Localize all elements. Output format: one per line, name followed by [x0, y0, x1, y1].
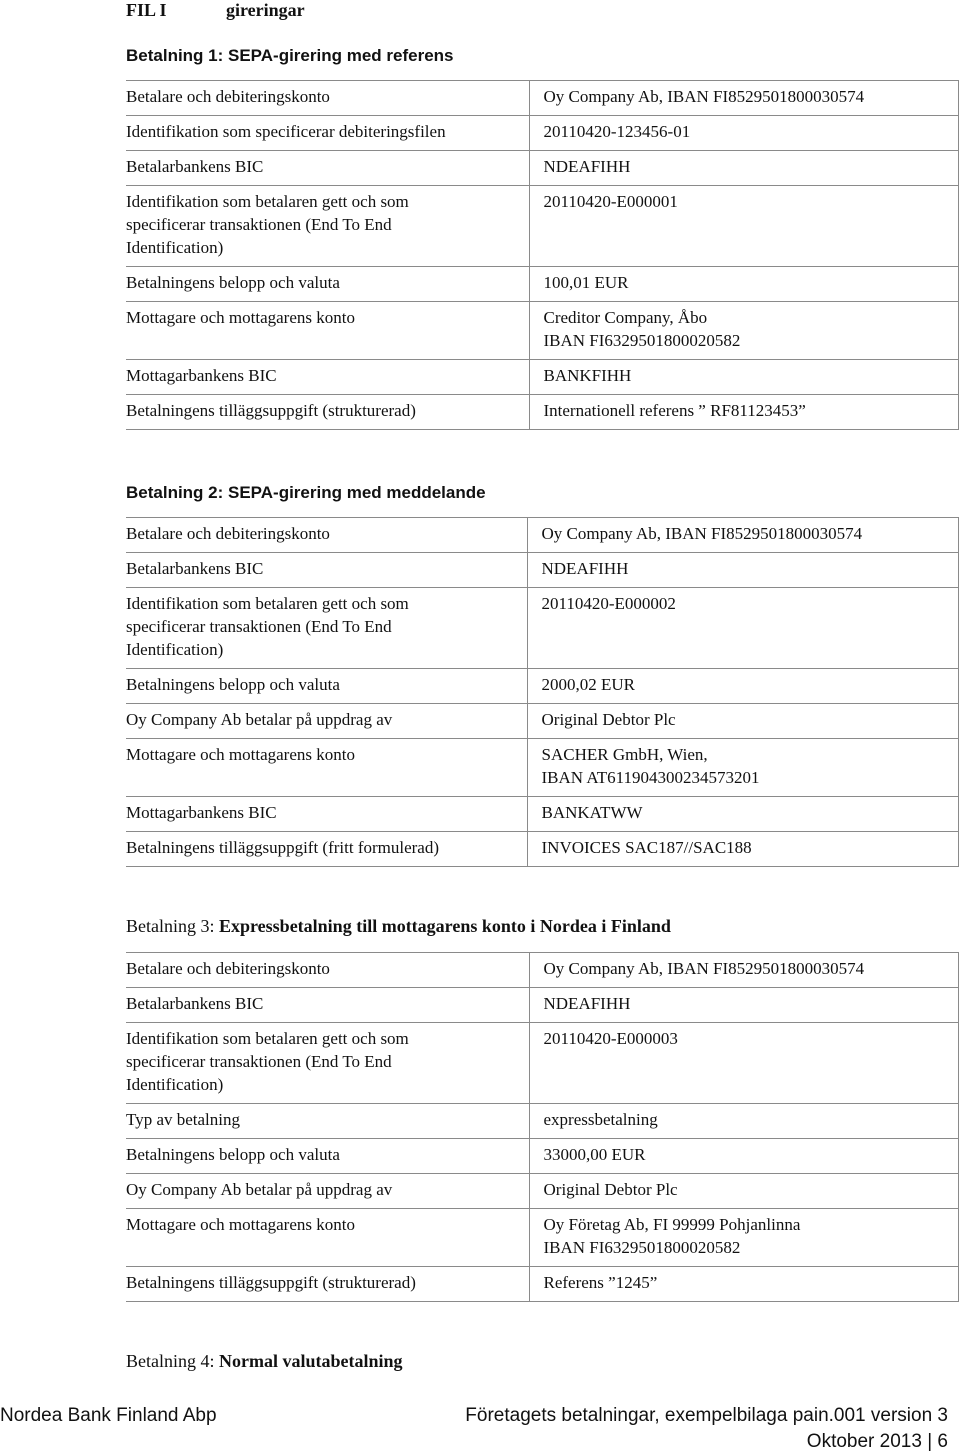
field-label-line: Betalare och debiteringskonto	[126, 524, 330, 543]
field-label	[126, 704, 527, 739]
payment-1-table	[126, 80, 959, 430]
field-label-line: Betalare och debiteringskonto	[126, 87, 330, 106]
table-row	[126, 1139, 958, 1174]
field-value-line: Oy Company Ab, IBAN FI8529501800030574	[541, 524, 863, 543]
field-label-line: specificerar transaktionen (End To End	[126, 215, 392, 234]
payment-3-table	[126, 952, 959, 1302]
footer-document-title: Företagets betalningar, exempelbilaga pain.001 version 3	[465, 1405, 948, 1426]
field-label	[126, 1174, 529, 1209]
table-row	[126, 518, 958, 553]
table-row	[126, 953, 958, 988]
field-label	[126, 1023, 529, 1104]
table-row	[126, 1104, 958, 1139]
field-label-line: Oy Company Ab betalar på uppdrag av	[126, 710, 393, 729]
field-label	[126, 588, 527, 669]
field-value-line: expressbetalning	[543, 1110, 658, 1129]
field-value	[529, 1209, 958, 1267]
field-value-line: Original Debtor Plc	[541, 710, 676, 729]
table-row	[126, 832, 958, 867]
table-row	[126, 302, 958, 360]
field-value-line: 100,01 EUR	[543, 273, 629, 292]
field-value	[529, 186, 958, 267]
field-value	[529, 988, 958, 1023]
field-value-line: NDEAFIHH	[543, 157, 631, 176]
field-label	[126, 267, 529, 302]
field-value-line: 20110420-123456-01	[543, 122, 691, 141]
field-label	[126, 1209, 529, 1267]
field-value	[527, 797, 958, 832]
field-value-line: Oy Company Ab, IBAN FI8529501800030574	[543, 959, 865, 978]
field-label	[126, 186, 529, 267]
header-title: gireringar	[226, 0, 305, 20]
field-label-line: Identification)	[126, 640, 224, 659]
field-label-line: Betalningens tilläggsuppgift (strukturerad)	[126, 401, 416, 420]
table-row	[126, 739, 958, 797]
field-label	[126, 1139, 529, 1174]
field-value-line: Referens ”1245”	[543, 1273, 658, 1292]
field-label-line: Oy Company Ab betalar på uppdrag av	[126, 1180, 393, 1199]
table-row	[126, 797, 958, 832]
field-value-line: NDEAFIHH	[543, 994, 631, 1013]
field-label-line: Mottagarbankens BIC	[126, 366, 277, 385]
field-label-line: Betalningens belopp och valuta	[126, 1145, 340, 1164]
field-value	[529, 267, 958, 302]
field-value-line: NDEAFIHH	[541, 559, 629, 578]
field-value-line: BANKFIHH	[543, 366, 632, 385]
field-label-line: Betalningens belopp och valuta	[126, 273, 340, 292]
field-value-line: IBAN AT611904300234573201	[541, 768, 760, 787]
field-label	[126, 832, 527, 867]
field-value	[527, 669, 958, 704]
field-value	[529, 116, 958, 151]
field-label	[126, 81, 529, 116]
footer-date-page: Oktober 2013 | 6	[806, 1431, 948, 1452]
field-value	[529, 395, 958, 430]
field-value	[529, 302, 958, 360]
field-label-line: Identifikation som betalaren gett och som	[126, 1029, 409, 1048]
field-label-line: Identifikation som betalaren gett och som	[126, 594, 409, 613]
field-value	[527, 739, 958, 797]
field-label	[126, 739, 527, 797]
table-row	[126, 553, 958, 588]
field-value	[527, 704, 958, 739]
field-value	[529, 1267, 958, 1302]
field-value-line: 33000,00 EUR	[543, 1145, 646, 1164]
table-row	[126, 704, 958, 739]
field-value	[527, 518, 958, 553]
field-label-line: Betalarbankens BIC	[126, 559, 264, 578]
field-label	[126, 151, 529, 186]
field-label	[126, 953, 529, 988]
field-value-line: Oy Company Ab, IBAN FI8529501800030574	[543, 87, 865, 106]
field-value	[529, 1139, 958, 1174]
payment-2-title: Betalning 2: SEPA-girering med meddelande	[126, 483, 486, 502]
table-row	[126, 1023, 958, 1104]
field-label-line: Betalarbankens BIC	[126, 157, 264, 176]
field-label-line: Mottagarbankens BIC	[126, 803, 277, 822]
payment-4-title: Betalning 4: Normal valutabetalning	[126, 1351, 403, 1371]
field-value-line: BANKATWW	[541, 803, 643, 822]
field-value-line: 20110420-E000001	[543, 192, 678, 211]
table-row	[126, 267, 958, 302]
field-label-line: Mottagare och mottagarens konto	[126, 745, 355, 764]
field-value-line: Creditor Company, Åbo	[543, 308, 708, 327]
field-value-line: 2000,02 EUR	[541, 675, 635, 694]
field-value-line: IBAN FI6329501800020582	[543, 1238, 741, 1257]
payment-3-title: Betalning 3: Expressbetalning till mottagarens konto i Nordea i Finland	[126, 916, 671, 936]
page-header	[126, 0, 305, 21]
table-row	[126, 360, 958, 395]
field-label-line: Identifikation som specificerar debiteringsfilen	[126, 122, 446, 141]
field-label-line: Mottagare och mottagarens konto	[126, 308, 355, 327]
field-value-line: 20110420-E000002	[541, 594, 676, 613]
field-label-line: Betalare och debiteringskonto	[126, 959, 330, 978]
field-value-line: IBAN FI6329501800020582	[543, 331, 741, 350]
table-row	[126, 588, 958, 669]
field-value	[529, 151, 958, 186]
field-value-line: SACHER GmbH, Wien,	[541, 745, 708, 764]
field-label	[126, 518, 527, 553]
table-row	[126, 395, 958, 430]
table-row	[126, 669, 958, 704]
field-label-line: specificerar transaktionen (End To End	[126, 1052, 392, 1071]
field-label	[126, 797, 527, 832]
field-label-line: Identification)	[126, 238, 224, 257]
field-label-line: Identification)	[126, 1075, 224, 1094]
field-label-line: Mottagare och mottagarens konto	[126, 1215, 355, 1234]
field-label-line: Identifikation som betalaren gett och som	[126, 192, 409, 211]
field-label	[126, 360, 529, 395]
payment-1-title: Betalning 1: SEPA-girering med referens	[126, 46, 454, 65]
field-value	[527, 553, 958, 588]
field-value-line: INVOICES SAC187//SAC188	[541, 838, 752, 857]
field-value	[529, 360, 958, 395]
field-label-line: Betalningens tilläggsuppgift (fritt formulerad)	[126, 838, 440, 857]
table-row	[126, 1174, 958, 1209]
table-row	[126, 81, 958, 116]
field-value	[529, 81, 958, 116]
field-value	[527, 588, 958, 669]
field-label-line: specificerar transaktionen (End To End	[126, 617, 392, 636]
field-label	[126, 669, 527, 704]
field-label	[126, 988, 529, 1023]
footer-company: Nordea Bank Finland Abp	[0, 1405, 217, 1426]
field-label-line: Betalningens belopp och valuta	[126, 675, 340, 694]
field-value	[529, 1104, 958, 1139]
payment-2-table	[126, 517, 959, 867]
field-value	[529, 1023, 958, 1104]
field-value-line: Oy Företag Ab, FI 99999 Pohjanlinna	[543, 1215, 801, 1234]
file-label: FIL I	[126, 0, 167, 20]
field-label	[126, 302, 529, 360]
field-label-line: Typ av betalning	[126, 1110, 241, 1129]
field-value	[529, 953, 958, 988]
field-value	[527, 832, 958, 867]
field-label	[126, 395, 529, 430]
field-label-line: Betalarbankens BIC	[126, 994, 264, 1013]
table-row	[126, 186, 958, 267]
field-value-line: Internationell referens ” RF81123453”	[543, 401, 806, 420]
field-value	[529, 1174, 958, 1209]
table-row	[126, 151, 958, 186]
table-row	[126, 1267, 958, 1302]
table-row	[126, 116, 958, 151]
table-row	[126, 988, 958, 1023]
field-label-line: Betalningens tilläggsuppgift (strukturerad)	[126, 1273, 416, 1292]
table-row	[126, 1209, 958, 1267]
field-label	[126, 116, 529, 151]
field-label	[126, 1267, 529, 1302]
field-value-line: Original Debtor Plc	[543, 1180, 678, 1199]
field-value-line: 20110420-E000003	[543, 1029, 678, 1048]
field-label	[126, 1104, 529, 1139]
field-label	[126, 553, 527, 588]
